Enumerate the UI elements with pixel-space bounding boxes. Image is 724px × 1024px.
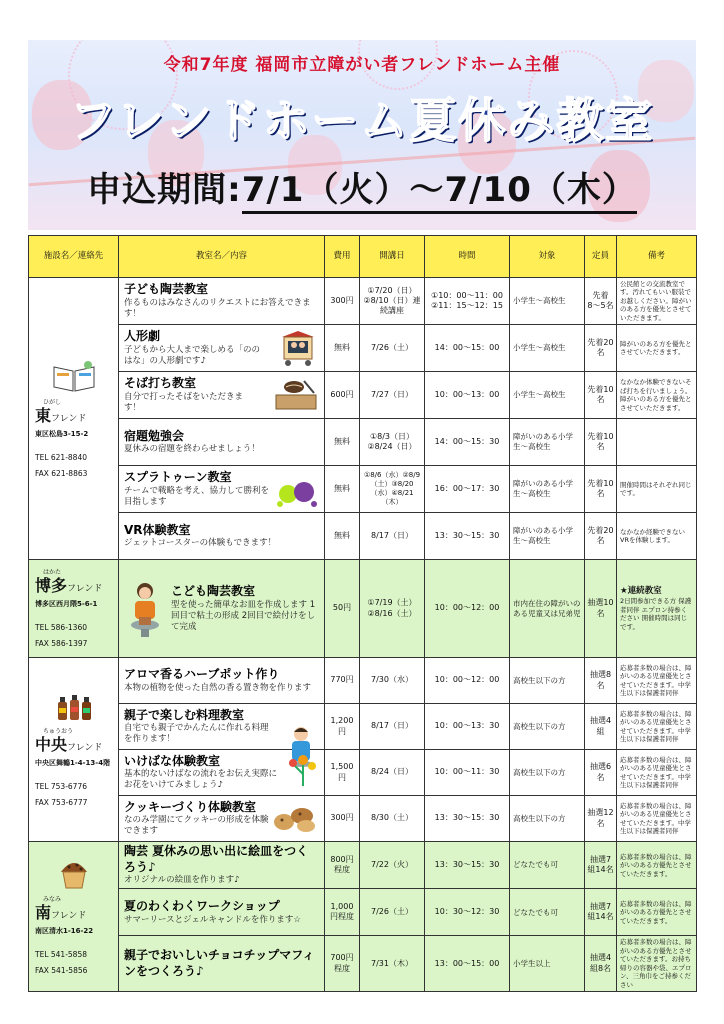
facility-address: 南区清水1-16-22 — [35, 927, 94, 936]
capacity-cell: 抽選7組14名 — [585, 889, 617, 936]
target-cell: 市内在住の障がいのある児童又は兄弟児 — [510, 560, 585, 658]
note-cell: 応募者多数の場合は、障がいのある児童優先とさせていただきます。中学生以下は保護者同伴 — [617, 796, 697, 842]
date-cell: 7/22（火） — [360, 842, 425, 889]
target-cell: 障がいのある小学生〜高校生 — [510, 513, 585, 560]
fee-cell: 1,000円程度 — [325, 889, 360, 936]
facility-fax: FAX 541-5856 — [35, 965, 88, 975]
header-banner — [28, 40, 696, 230]
target-cell: 高校生以下の方 — [510, 704, 585, 750]
column-header: 定員 — [585, 236, 617, 278]
facility-tel: TEL 541-5858 — [35, 950, 87, 960]
fee-cell: 600円 — [325, 372, 360, 419]
application-period — [28, 162, 696, 211]
note-text: 2日間参加できる方 保護者同伴 エプロン持参ください 開催時間は同じです。 — [620, 597, 692, 631]
period-colon: : — [227, 170, 242, 210]
class-name: 人形劇 — [124, 329, 161, 344]
class-cell — [119, 513, 325, 560]
facility-name-suffix: フレンド — [67, 743, 103, 754]
fee-cell: 無料 — [325, 419, 360, 466]
column-header: 施設名／連絡先 — [29, 236, 119, 278]
fee-cell: 700円程度 — [325, 936, 360, 992]
class-name: 親子で楽しむ料理教室 — [124, 707, 245, 722]
class-desc: ジェットコースターの体験もできます！ — [124, 538, 277, 549]
page-title: フレンドホーム夏休み教室 — [69, 94, 655, 149]
time-cell: 10：00〜13：00 — [425, 372, 510, 419]
fee-cell: 300円 — [325, 796, 360, 842]
note-cell: 応募者多数の場合は、障がいのある児童優先とさせていただきます。中学生以下は保護者同伴 — [617, 658, 697, 704]
column-header: 教室名／内容 — [119, 236, 325, 278]
time-cell: 10：00〜12：00 — [425, 658, 510, 704]
date-cell: 7/26（土） — [360, 325, 425, 372]
note-cell: なかなか体験できないそば打ちを行いましょう。障がいのある方を優先とさせていただきます。 — [617, 372, 697, 419]
time-cell: 13：00〜15：00 — [425, 936, 510, 992]
capacity-cell: 先着10名 — [585, 372, 617, 419]
class-cell — [119, 466, 325, 513]
ikebana-flower-icon — [288, 752, 318, 786]
time-cell: 13：30〜15：30 — [425, 796, 510, 842]
facility-ruby: はかた — [43, 568, 62, 576]
date-cell: 7/27（日） — [360, 372, 425, 419]
column-header: 対象 — [510, 236, 585, 278]
class-cell — [119, 560, 325, 658]
date-cell: ①8/6（水）②8/9（土）③8/20（水）④8/21（木） — [360, 466, 425, 513]
class-cell — [119, 325, 325, 372]
class-desc: 自宅でも親子でかんたんに作れる料理を作ります！ — [124, 723, 269, 745]
target-cell: 障がいのある小学生〜高校生 — [510, 419, 585, 466]
class-cell — [119, 936, 325, 992]
note-cell: 公民館との交流教室です。汚れてもいい服装でお越しください。障がいのある方を優先とさせていただきます。 — [617, 278, 697, 325]
table-row — [29, 936, 697, 992]
class-name: いけばな体験教室 — [124, 753, 221, 768]
column-header: 時間 — [425, 236, 510, 278]
facility-minami — [29, 842, 119, 992]
class-name: スプラトゥーン教室 — [124, 470, 232, 485]
class-cell — [119, 796, 325, 842]
target-cell: 小学生以上 — [510, 936, 585, 992]
fee-cell: 800円程度 — [325, 842, 360, 889]
facility-ruby: ちゅうおう — [43, 727, 74, 735]
time-cell: ①10：00〜11：00 ②11：15〜12：15 — [425, 278, 510, 325]
class-cell — [119, 658, 325, 704]
puppet-theater-icon — [278, 329, 318, 367]
target-cell: 小学生〜高校生 — [510, 278, 585, 325]
class-name: クッキーづくり体験教室 — [124, 799, 257, 814]
table-row — [29, 704, 697, 750]
target-cell: 障がいのある小学生〜高校生 — [510, 466, 585, 513]
fee-cell: 1,200円 — [325, 704, 360, 750]
class-desc: サマーリースとジェルキャンドルを作ります☆ — [124, 914, 302, 925]
capacity-cell: 抽選4組8名 — [585, 936, 617, 992]
table-row — [29, 513, 697, 560]
class-cell — [119, 889, 325, 936]
capacity-cell: 抽選4組 — [585, 704, 617, 750]
table-row — [29, 419, 697, 466]
date-cell: 8/17（日） — [360, 704, 425, 750]
note-cell: 応募者多数の場合は、障がいのある児童優先とさせていただきます。中学生以下は保護者同伴 — [617, 704, 697, 750]
class-desc: 夏休みの宿題を終わらせましょう！ — [124, 444, 260, 455]
facility-fax: FAX 621-8863 — [35, 468, 88, 478]
class-cell — [119, 842, 325, 889]
table-row — [29, 278, 697, 325]
capacity-cell: 抽選12名 — [585, 796, 617, 842]
facility-hakata — [29, 560, 119, 658]
facility-ruby: みなみ — [43, 895, 62, 903]
period-label: 申込期間 — [87, 170, 228, 210]
capacity-cell: 先着20名 — [585, 325, 617, 372]
note-cell — [617, 419, 697, 466]
class-cell — [119, 278, 325, 325]
class-desc: オリジナルの絵皿を作ります♪ — [124, 875, 240, 886]
date-cell: ①7/19（土）②8/16（土） — [360, 560, 425, 658]
class-name: 夏のわくわくワークショップ — [124, 899, 280, 914]
fee-cell: 無料 — [325, 325, 360, 372]
time-cell: 10：30〜12：30 — [425, 889, 510, 936]
capacity-cell: 先着20名 — [585, 513, 617, 560]
note-cell: 開催時間はそれぞれ同じです。 — [617, 466, 697, 513]
facility-name-suffix: フレンド — [67, 584, 103, 595]
table-header-row — [29, 236, 697, 278]
class-desc: 作るものはみなさんのリクエストにお答えできます！ — [124, 297, 311, 319]
capacity-cell: 先着10名 — [585, 466, 617, 513]
class-name: VR体験教室 — [124, 522, 191, 537]
time-cell: 10：00〜13：30 — [425, 704, 510, 750]
time-cell: 10：00〜12：00 — [425, 560, 510, 658]
table-row — [29, 889, 697, 936]
fee-cell: 無料 — [325, 466, 360, 513]
muffin-icon — [57, 858, 91, 890]
class-name: 親子でおいしいチョコチップマフィンをつくろう♪ — [124, 948, 315, 978]
table-row — [29, 842, 697, 889]
facility-tel: TEL 753-6776 — [35, 782, 87, 792]
capacity-cell: 抽選6名 — [585, 750, 617, 796]
note-highlight: ★連続教室 — [620, 586, 662, 597]
class-desc: なのみ学園にてクッキーの形成を体験できます — [124, 815, 269, 837]
table-row — [29, 796, 697, 842]
note-cell: 応募者多数の場合は、障がいのある方優先とさせていただきます。 — [617, 889, 697, 936]
date-cell: 8/30（土） — [360, 796, 425, 842]
target-cell: どなたでも可 — [510, 842, 585, 889]
facility-name-main: 東 — [35, 406, 52, 426]
date-cell: ①7/20（日）②8/10（日）連続講座 — [360, 278, 425, 325]
facility-name-main: 南 — [35, 903, 52, 923]
time-cell: 14：00〜15：00 — [425, 325, 510, 372]
class-cell — [119, 419, 325, 466]
target-cell: どなたでも可 — [510, 889, 585, 936]
aroma-bottles-icon — [54, 692, 94, 722]
facility-tel: TEL 621-8840 — [35, 453, 87, 463]
capacity-cell: 先着8〜5名 — [585, 278, 617, 325]
class-cell — [119, 704, 325, 750]
capacity-cell: 抽選8名 — [585, 658, 617, 704]
capacity-cell: 抽選7組14名 — [585, 842, 617, 889]
facility-tel: TEL 586-1360 — [35, 623, 87, 633]
time-cell: 13：30〜15：30 — [425, 842, 510, 889]
facility-name-main: 博多 — [35, 576, 68, 596]
facility-fax: FAX 586-1397 — [35, 639, 88, 649]
date-cell: 7/26（土） — [360, 889, 425, 936]
capacity-cell: 抽選10名 — [585, 560, 617, 658]
organizer-subtitle: 令和7年度 福岡市立障がい者フレンドホーム主催 — [163, 55, 561, 75]
target-cell: 小学生〜高校生 — [510, 372, 585, 419]
target-cell: 高校生以下の方 — [510, 796, 585, 842]
target-cell: 高校生以下の方 — [510, 750, 585, 796]
class-cell — [119, 750, 325, 796]
table-row — [29, 466, 697, 513]
column-header: 開講日 — [360, 236, 425, 278]
class-desc: 自分で打ったそばをいただきます！ — [124, 391, 244, 413]
soba-bowl-icon — [274, 377, 318, 413]
time-cell: 10：00〜11：30 — [425, 750, 510, 796]
note-cell: 応募者多数の場合は、障がいのある方優先とさせていただきます。お持ち帰りの容器や袋、エプロン、三角巾をご持参ください — [617, 936, 697, 992]
date-cell: 7/30（水） — [360, 658, 425, 704]
facility-name-suffix: フレンド — [51, 414, 87, 425]
book-icon — [52, 359, 96, 393]
target-cell: 高校生以下の方 — [510, 658, 585, 704]
class-name: こども陶芸教室 — [171, 584, 256, 599]
table-row — [29, 372, 697, 419]
class-desc: 本物の植物を使った自然の香る置き物を作ります — [124, 682, 312, 693]
date-cell: 8/24（日） — [360, 750, 425, 796]
note-cell: なかなか経験できないVRを体験します。 — [617, 513, 697, 560]
facility-chuo — [29, 658, 119, 842]
facility-address: 東区松島3-15-2 — [35, 430, 89, 439]
class-name: アロマ香るハーブポット作り — [124, 667, 280, 682]
facility-fax: FAX 753-6777 — [35, 798, 88, 808]
note-cell: 応募者多数の場合は、障がいのある方優先とさせていただきます。 — [617, 842, 697, 889]
column-header: 備考 — [617, 236, 697, 278]
facility-higashi — [29, 278, 119, 560]
note-cell: 障がいのある方を優先とさせていただきます。 — [617, 325, 697, 372]
fee-cell: 50円 — [325, 560, 360, 658]
time-cell: 14：00〜15：30 — [425, 419, 510, 466]
fee-cell: 1,500円 — [325, 750, 360, 796]
date-cell: 7/31（木） — [360, 936, 425, 992]
time-cell: 13：30〜15：30 — [425, 513, 510, 560]
facility-name — [35, 406, 86, 425]
class-desc: 子どもから大人まで楽しめる「ののはな」の人形劇です♪ — [124, 344, 261, 366]
cookie-icon — [272, 804, 318, 834]
time-cell: 16：00〜17：30 — [425, 466, 510, 513]
class-name: 陶芸 夏休みの思い出に絵皿をつくろう♪ — [124, 844, 309, 874]
class-name: 宿題勉強会 — [124, 428, 185, 443]
class-desc: 基本的ないけばなの流れをお伝え実際にお花をいけてみましょう♪ — [124, 769, 278, 791]
facility-ruby: ひがし — [43, 398, 62, 406]
class-desc: 型を使った簡単なお皿を作成します 1回目で粘土の形成 2回目で絵付けをして完成 — [171, 599, 316, 632]
table-row — [29, 658, 697, 704]
fee-cell: 770円 — [325, 658, 360, 704]
table-row — [29, 325, 697, 372]
note-cell — [617, 560, 697, 658]
target-cell: 小学生〜高校生 — [510, 325, 585, 372]
facility-address: 中央区舞鶴1-4-13-4階 — [35, 759, 111, 768]
capacity-cell: 先着10名 — [585, 419, 617, 466]
period-dates: 7/1（火）〜7/10（木） — [242, 170, 637, 214]
splatoon-ink-icon — [274, 480, 318, 514]
note-cell: 応募者多数の場合は、障がいのある児童優先とさせていただきます。中学生以下は保護者同伴 — [617, 750, 697, 796]
facility-name — [35, 903, 86, 922]
class-desc: チームで戦略を考え、協力して勝利を目指します — [124, 485, 270, 507]
facility-address: 博多区西月隈5-6-1 — [35, 600, 98, 609]
column-header: 費用 — [325, 236, 360, 278]
class-name: 子ども陶芸教室 — [124, 282, 209, 297]
pottery-child-icon — [125, 581, 165, 637]
facility-name — [35, 735, 102, 754]
fee-cell: 300円 — [325, 278, 360, 325]
facility-name-suffix: フレンド — [51, 911, 87, 922]
schedule-table — [28, 235, 697, 992]
fee-cell: 無料 — [325, 513, 360, 560]
facility-name — [35, 576, 102, 595]
table-row — [29, 560, 697, 658]
date-cell: ①8/3（日）②8/24（日） — [360, 419, 425, 466]
facility-name-main: 中央 — [35, 735, 68, 755]
class-name: そば打ち教室 — [124, 376, 197, 391]
date-cell: 8/17（日） — [360, 513, 425, 560]
table-row — [29, 750, 697, 796]
class-cell — [119, 372, 325, 419]
